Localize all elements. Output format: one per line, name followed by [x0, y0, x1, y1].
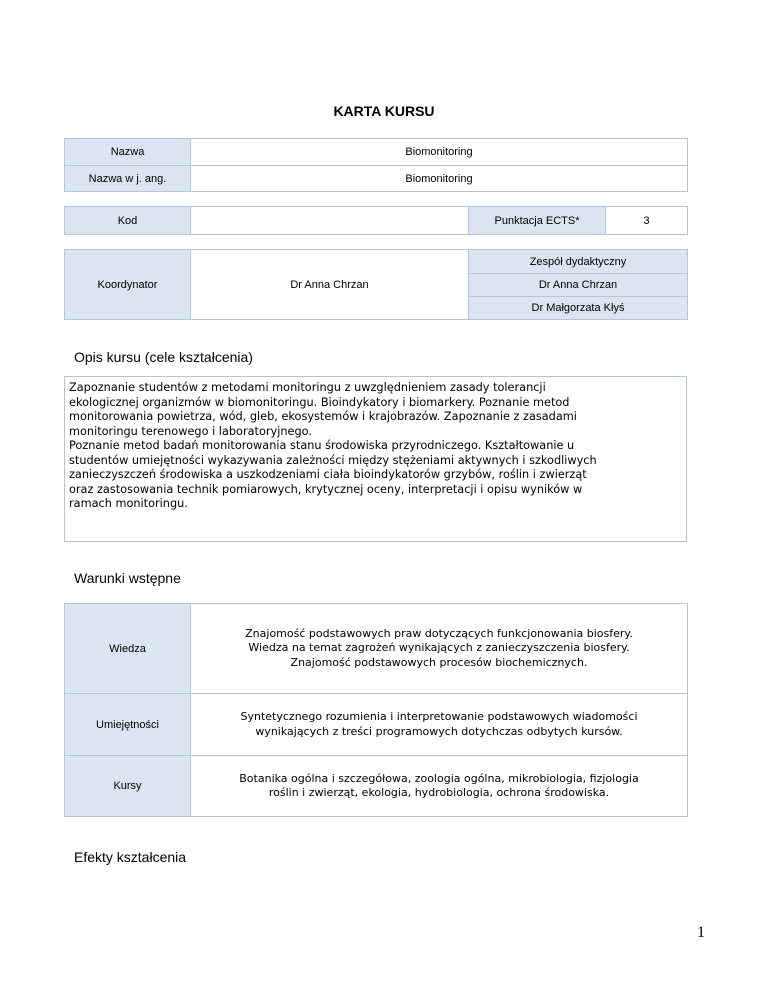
prereq-label-skills: Umiejętności: [65, 694, 191, 756]
description-line: monitoringu terenowego i laboratoryjnego.: [69, 424, 312, 438]
code-value: [191, 207, 469, 235]
prerequisites-heading: Warunki wstępne: [74, 570, 181, 586]
prereq-skills-text: [191, 694, 688, 756]
prereq-line: Znajomość podstawowych procesów biochemicznych.: [290, 655, 588, 669]
prereq-line: roślin i zwierząt, ekologia, hydrobiologia, ochrona środowiska.: [268, 786, 610, 799]
description-line: ramach monitoringu.: [69, 497, 188, 510]
description-line: oraz zastosowania technik pomiarowych, krytycznej oceny, interpretacji i opisu wyników w: [69, 482, 583, 496]
description-line: zanieczyszczeń środowiska a uszkodzeniami ciała bioindykatorów grzybów, roślin i zwierząt: [69, 468, 587, 481]
team-member: Dr Anna Chrzan: [469, 274, 688, 297]
name-value: Biomonitoring: [191, 139, 688, 166]
team-member: Dr Małgorzata Kłyś: [469, 297, 688, 320]
name-label: Nazwa: [65, 139, 191, 166]
prereq-line: Botanika ogólna i szczegółowa, zoologia ogólna, mikrobiologia, fizjologia: [239, 771, 639, 785]
prereq-line: wynikających z treści programowych dotychczas odbytych kursów.: [255, 724, 623, 738]
coordinator-table: [64, 249, 688, 320]
description-heading: Opis kursu (cele kształcenia): [74, 349, 253, 365]
prereq-line: Syntetycznego rozumienia i interpretowanie podstawowych wiadomości: [240, 710, 638, 723]
code-ects-table: [64, 206, 688, 235]
course-name-table: [64, 138, 688, 192]
description-line: studentów umiejętności wykazywania zależności między stężeniami aktywnych i szkodliwych: [69, 453, 597, 467]
team-label: Zespół dydaktyczny: [469, 250, 688, 274]
coordinator-label: Koordynator: [65, 250, 191, 320]
description-line: ekologicznej organizmów w biomonitoringu. Bioindykatory i biomarkery. Poznanie metod: [69, 395, 570, 409]
description-line: Poznanie metod badań monitorowania stanu środowiska przyrodniczego. Kształtowanie u: [69, 439, 575, 452]
description-line: monitorowania powietrza, wód, gleb, ekosystemów i krajobrazów. Zapoznanie z zasadami: [69, 410, 577, 423]
coordinator-name: Dr Anna Chrzan: [191, 250, 469, 320]
name-en-label: Nazwa w j. ang.: [65, 166, 191, 192]
ects-value: 3: [606, 207, 688, 235]
name-en-value: Biomonitoring: [191, 166, 688, 192]
page-number: 1: [697, 924, 705, 941]
prereq-label-knowledge: Wiedza: [65, 604, 191, 694]
page-title: KARTA KURSU: [333, 103, 435, 119]
prerequisites-table: [64, 603, 688, 817]
outcomes-heading: Efekty kształcenia: [74, 849, 187, 865]
description-line: Zapoznanie studentów z metodami monitoringu z uwzględnieniem zasady tolerancji: [69, 381, 546, 394]
prereq-line: Znajomość podstawowych praw dotyczących funkcjonowania biosfery.: [245, 626, 633, 640]
code-label: Kod: [65, 207, 191, 235]
description-box: [64, 376, 687, 542]
prereq-line: Wiedza na temat zagrożeń wynikających z zanieczyszczenia biosfery.: [248, 641, 630, 655]
prereq-label-courses: Kursy: [65, 756, 191, 817]
prereq-knowledge-text: [191, 604, 688, 694]
ects-label: Punktacja ECTS*: [469, 207, 606, 235]
prereq-courses-text: [191, 756, 688, 817]
